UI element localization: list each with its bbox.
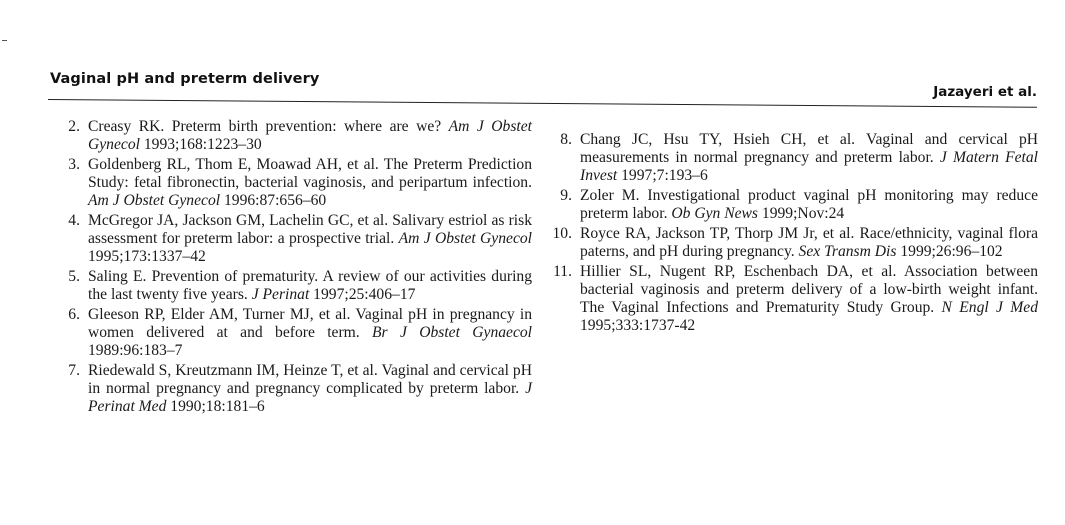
reference-text: Gleeson RP, Elder AM, Turner MJ, et al. Vaginal pH in pregnancy in women delivered at and before term. [88,306,532,341]
reference-journal: Sex Transm Dis [798,243,897,260]
reference-text: Riedewald S, Kreutzmann IM, Heinze T, et al. Vaginal and cervical pH in normal pregnancy and pregnancy complicated by preterm labor. [88,362,532,397]
reference-journal: N Engl J Med [941,299,1038,316]
reference-number: 10. [552,225,572,242]
reference-item [58,362,532,416]
reference-number: 5. [68,268,80,285]
reference-journal: Am J Obstet Gynecol [398,230,532,247]
reference-cite: 1990;18:181–6 [166,398,265,415]
reference-item [550,187,1038,223]
scan-speck [2,40,7,41]
reference-item [58,268,532,304]
reference-number: 6. [68,306,80,323]
reference-number: 7. [68,362,80,379]
references-left-column [58,118,532,418]
running-authors: Jazayeri et al. [933,84,1037,100]
reference-item [550,131,1038,185]
reference-text: McGregor JA, Jackson GM, Lachelin GC, et al. Salivary estriol as risk assessment for preterm labor: a prospective trial. [88,212,532,247]
reference-cite: 1989:96:183–7 [88,342,183,359]
reference-text: Hillier SL, Nugent RP, Eschenbach DA, et al. Association between bacterial vaginosis and preterm delivery of a low-birth weight infant. The Vaginal Infections and Prematurity Study Group. [580,263,1038,316]
reference-journal: J Perinat [251,286,310,303]
reference-number: 3. [68,156,80,173]
reference-number: 9. [560,187,572,204]
reference-text: Saling E. Prevention of prematurity. A review of our activities during the last twenty five years. [88,268,532,303]
reference-cite: 1993;168:1223–30 [139,136,262,153]
reference-journal: Am J Obstet Gynecol [88,118,532,153]
reference-cite: 1995;173:1337–42 [88,248,206,265]
running-title: Vaginal pH and preterm delivery [50,71,320,87]
reference-cite: 1999;26:96–102 [896,243,1003,260]
reference-number: 2. [68,118,80,135]
reference-journal: J Matern Fetal Invest [580,149,1038,184]
reference-cite: 1996:87:656–60 [220,192,327,209]
reference-cite: 1999;Nov:24 [758,205,845,222]
reference-number: 4. [68,212,80,229]
reference-text: Goldenberg RL, Thom E, Moawad AH, et al. The Preterm Prediction Study: fetal fibronectin, bacterial vaginosis, and peripartum infection. [88,156,532,191]
reference-item [58,212,532,266]
references-right-column [550,131,1038,337]
reference-number: 11. [553,263,572,280]
reference-text: Chang JC, Hsu TY, Hsieh CH, et al. Vaginal and cervical pH measurements in normal pregnancy and preterm labor. [580,131,1038,166]
reference-journal: Br J Obstet Gynaecol [372,324,533,341]
reference-text: Creasy RK. Preterm birth prevention: where are we? [88,118,449,135]
reference-item [58,306,532,360]
reference-text: Zoler M. Investigational product vaginal pH monitoring may reduce preterm labor. [580,187,1038,222]
reference-text: Royce RA, Jackson TP, Thorp JM Jr, et al. Race/ethnicity, vaginal flora paterns, and pH during pregnancy. [580,225,1038,260]
reference-number: 8. [560,131,572,148]
reference-item [58,156,532,210]
reference-item [550,225,1038,261]
reference-cite: 1997;25:406–17 [309,286,416,303]
reference-cite: 1997;7:193–6 [617,167,708,184]
reference-item [58,118,532,154]
reference-journal: Ob Gyn News [671,205,759,222]
reference-item [550,263,1038,335]
header-rule [48,99,1037,108]
reference-journal: J Perinat Med [88,380,532,415]
reference-cite: 1995;333:1737-42 [580,317,696,334]
reference-journal: Am J Obstet Gynecol [88,192,221,209]
